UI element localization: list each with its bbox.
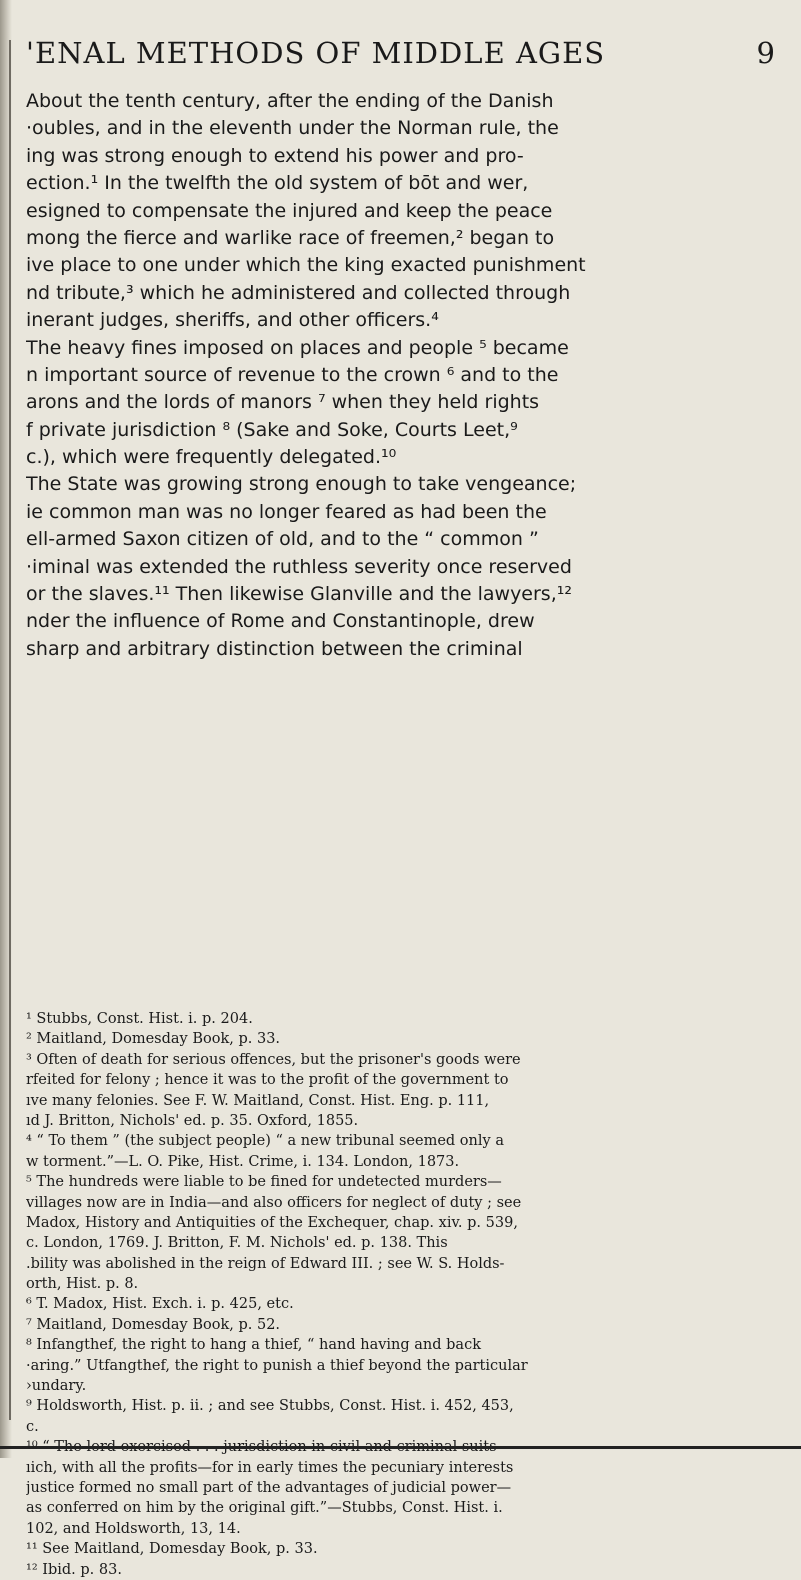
footnote-line: ıve many felonies. See F. W. Maitland, Const. Hist. Eng. p. 111, xyxy=(26,1092,490,1109)
footnote-line: ⁵ The hundreds were liable to be fined for undetected murders— xyxy=(26,1174,502,1191)
body-line: arons and the lords of manors ⁷ when they held rights xyxy=(26,391,540,414)
footnote-line: rfeited for felony ; hence it was to the profit of the government to xyxy=(26,1072,509,1089)
body-line: esigned to compensate the injured and keep the peace xyxy=(26,199,553,222)
binding-edge xyxy=(9,40,11,1420)
body-text xyxy=(26,88,782,663)
body-line: ing was strong enough to extend his power and pro- xyxy=(26,144,524,167)
footnote-line: .bility was abolished in the reign of Edward III. ; see W. S. Holds- xyxy=(26,1255,505,1272)
body-line: ection.¹ In the twelfth the old system of bōt and wer, xyxy=(26,172,529,195)
body-line: c.), which were frequently delegated.¹⁰ xyxy=(26,446,397,469)
page-number: 9 xyxy=(756,36,776,70)
footnote-line: ⁹ Holdsworth, Hist. p. ii. ; and see Stubbs, Const. Hist. i. 452, 453, xyxy=(26,1398,514,1415)
body-line: The heavy fines imposed on places and people ⁵ became xyxy=(26,336,569,359)
footnote-line: ¹² Ibid. p. 83. xyxy=(26,1561,122,1578)
body-line: ive place to one under which the king exacted punishment xyxy=(26,254,586,277)
body-line: or the slaves.¹¹ Then likewise Glanville and the lawyers,¹² xyxy=(26,583,572,606)
body-line: ·iminal was extended the ruthless severity once reserved xyxy=(26,555,572,578)
body-line: n important source of revenue to the crown ⁶ and to the xyxy=(26,363,559,386)
body-line: About the tenth century, after the ending of the Danish xyxy=(26,90,554,112)
body-line: f private jurisdiction ⁸ (Sake and Soke, Courts Leet,⁹ xyxy=(26,418,518,441)
footnote-line: ıd J. Britton, Nichols' ed. p. 35. Oxford, 1855. xyxy=(26,1112,359,1129)
footnote-line: ›undary. xyxy=(26,1378,87,1395)
footnote-line: as conferred on him by the original gift.”—Stubbs, Const. Hist. i. xyxy=(26,1500,503,1517)
body-line: ell-armed Saxon citizen of old, and to the “ common ” xyxy=(26,528,539,551)
footnote-line: ² Maitland, Domesday Book, p. 33. xyxy=(26,1031,281,1048)
body-line: ie common man was no longer feared as had been the xyxy=(26,500,547,523)
body-line: The State was growing strong enough to take vengeance; xyxy=(26,473,577,496)
footnote-line: ¹ Stubbs, Const. Hist. i. p. 204. xyxy=(26,1011,253,1027)
footnote-line: ³ Often of death for serious offences, but the prisoner's goods were xyxy=(26,1051,521,1068)
footnote-line: ıich, with all the profits—for in early times the pecuniary interests xyxy=(26,1459,514,1476)
running-header xyxy=(26,36,776,70)
body-line: ·oubles, and in the eleventh under the Norman rule, the xyxy=(26,117,559,140)
footnote-line: Madox, History and Antiquities of the Exchequer, chap. xiv. p. 539, xyxy=(26,1214,518,1231)
footnote-line: ⁸ Infangthef, the right to hang a thief, “ hand having and back xyxy=(26,1337,481,1354)
body-line: nder the influence of Rome and Constantinople, drew xyxy=(26,610,535,633)
body-line: sharp and arbitrary distinction between the criminal xyxy=(26,637,523,660)
footnote-line: orth, Hist. p. 8. xyxy=(26,1276,139,1293)
page-bottom-edge xyxy=(0,1446,801,1449)
footnote-line: justice formed no small part of the advantages of judicial power— xyxy=(26,1479,512,1496)
body-line: nd tribute,³ which he administered and collected through xyxy=(26,281,571,304)
body-line: mong the fierce and warlike race of freemen,² began to xyxy=(26,226,555,249)
footnote-line: c. London, 1769. J. Britton, F. M. Nichols' ed. p. 138. This xyxy=(26,1235,448,1252)
footnote-line: ⁷ Maitland, Domesday Book, p. 52. xyxy=(26,1316,281,1333)
footnote-line: c. xyxy=(26,1418,39,1435)
footnote-line: ⁶ T. Madox, Hist. Exch. i. p. 425, etc. xyxy=(26,1296,294,1313)
running-title: 'ENAL METHODS OF MIDDLE AGES xyxy=(26,36,606,70)
footnotes xyxy=(26,1009,782,1580)
footnote-line: villages now are in India—and also officers for neglect of duty ; see xyxy=(26,1194,522,1211)
footnote-line: w torment.”—L. O. Pike, Hist. Crime, i. 134. London, 1873. xyxy=(26,1153,460,1170)
footnote-line: ⁴ “ To them ” (the subject people) “ a new tribunal seemed only a xyxy=(26,1133,504,1150)
body-line: inerant judges, sheriffs, and other officers.⁴ xyxy=(26,309,439,332)
footnote-line: ¹¹ See Maitland, Domesday Book, p. 33. xyxy=(26,1541,318,1558)
footnote-line: 102, and Holdsworth, 13, 14. xyxy=(26,1520,241,1537)
footnote-line: ·aring.” Utfangthef, the right to punish a thief beyond the particular xyxy=(26,1357,528,1374)
